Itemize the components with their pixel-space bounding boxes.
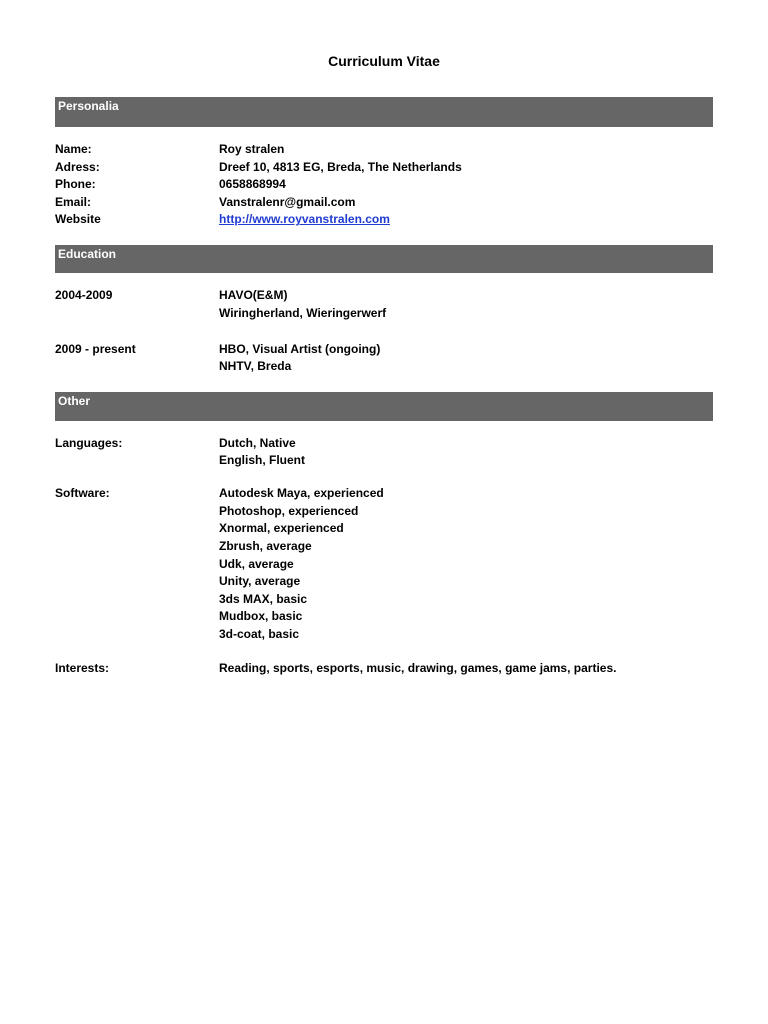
- section-header-personalia: Personalia: [55, 97, 713, 127]
- software-label: Software:: [55, 486, 110, 501]
- phone-label: Phone:: [55, 177, 96, 192]
- email-label: Email:: [55, 194, 92, 209]
- software-item: 3ds MAX, basic: [219, 591, 308, 606]
- software-item: Photoshop, experienced: [219, 503, 359, 518]
- section-header-education: Education: [55, 245, 713, 273]
- languages-label: Languages:: [55, 435, 123, 450]
- education-period: 2004-2009: [55, 288, 113, 302]
- language-item: English, Fluent: [219, 453, 305, 468]
- software-item: Xnormal, experienced: [219, 521, 344, 536]
- document-title: Curriculum Vitae: [328, 53, 440, 69]
- education-school: Wiringherland, Wieringerwerf: [219, 305, 387, 320]
- software-item: Zbrush, average: [219, 538, 312, 553]
- address-label: Adress:: [55, 159, 100, 174]
- software-item: Mudbox, basic: [219, 609, 303, 624]
- website-label: Website: [55, 212, 101, 227]
- education-degree: HAVO(E&M): [219, 288, 288, 302]
- software-item: Udk, average: [219, 556, 294, 571]
- section-header-other: Other: [55, 392, 713, 421]
- address-value: Dreef 10, 4813 EG, Breda, The Netherlands: [219, 159, 462, 174]
- email-value: Vanstralenr@gmail.com: [219, 194, 356, 209]
- phone-value: 0658868994: [219, 177, 286, 192]
- language-item: Dutch, Native: [219, 435, 296, 450]
- website-link[interactable]: http://www.royvanstralen.com: [219, 212, 390, 227]
- software-item: Autodesk Maya, experienced: [219, 486, 384, 501]
- education-degree: HBO, Visual Artist (ongoing): [219, 341, 381, 356]
- software-item: Unity, average: [219, 574, 301, 589]
- name-value: Roy stralen: [219, 142, 285, 156]
- education-period: 2009 - present: [55, 341, 136, 356]
- interests-label: Interests:: [55, 660, 110, 675]
- name-label: Name:: [55, 142, 92, 156]
- education-school: NHTV, Breda: [219, 359, 292, 374]
- interests-value: Reading, sports, esports, music, drawing, games, game jams, parties.: [219, 660, 617, 675]
- software-item: 3d-coat, basic: [219, 626, 300, 641]
